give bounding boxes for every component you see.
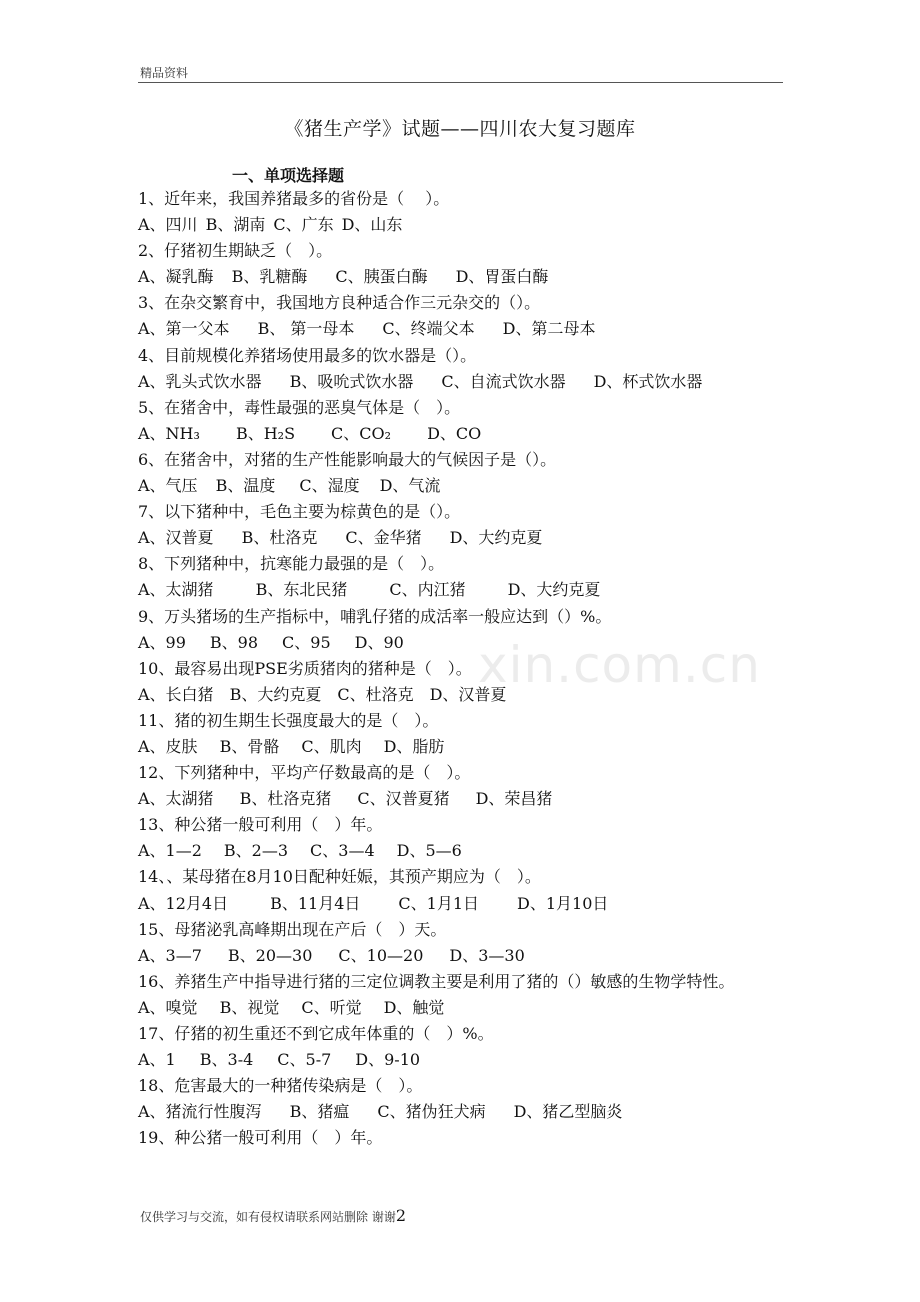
answer-option: D、CO [427,423,482,443]
answer-option: D、9-10 [355,1050,421,1070]
answer-option: A、气压 [138,476,198,496]
answer-options [138,838,788,864]
answer-options [138,1099,788,1125]
answer-option: A、嗅觉 [138,997,198,1017]
answer-option: B、温度 [215,476,276,496]
answer-options [138,995,788,1021]
answer-option: B、20—30 [227,945,313,965]
answer-option: D、第二母本 [502,319,596,339]
answer-option: A、四川 [138,215,198,235]
answer-option: C、5-7 [277,1050,332,1070]
answer-options [138,786,788,812]
answer-option: A、第一父本 [138,319,230,339]
answer-options [138,943,788,969]
question-text: 12、下列猪种中，平均产仔数最高的是（ ）。 [138,763,471,783]
answer-option: C、汉普夏猪 [357,789,450,809]
answer-options [138,369,788,395]
answer-option: B、东北民猪 [255,580,348,600]
answer-option: A、3—7 [138,945,202,965]
answer-option: C、听觉 [301,997,362,1017]
answer-option: D、脂肪 [383,736,445,756]
answer-option: A、12月4日 [138,893,229,913]
answer-option: B、骨骼 [219,736,280,756]
answer-option: D、90 [354,632,404,652]
answer-option: A、1 [138,1050,176,1070]
header-divider [138,82,783,83]
question-text: 19、种公猪一般可利用（ ）年。 [138,1128,383,1148]
question-text: 3、在杂交繁育中，我国地方良种适合作三元杂交的（）。 [138,293,541,313]
answer-option: B、2—3 [223,841,289,861]
answer-option: D、大约克夏 [507,580,601,600]
answer-option: B、湖南 [205,215,266,235]
answer-option: D、胃蛋白酶 [455,267,549,287]
answer-option: C、杜洛克 [337,684,414,704]
answer-option: B、杜洛克猪 [239,789,332,809]
answer-option: A、凝乳酶 [138,267,214,287]
answer-option: D、1月10日 [517,893,609,913]
answer-option: B、11月4日 [270,893,361,913]
question-text: 8、下列猪种中，抗寒能力最强的是（ ）。 [138,554,445,574]
answer-option: D、山东 [341,215,403,235]
question-text: 7、以下猪种中，毛色主要为棕黄色的是（）。 [138,502,461,522]
answer-option: C、金华猪 [345,528,422,548]
answer-option: D、杯式饮水器 [593,371,703,391]
answer-option: C、肌肉 [301,736,362,756]
question-text: 13、种公猪一般可利用（ ）年。 [138,815,383,835]
answer-option: A、皮肤 [138,736,198,756]
answer-options [138,1047,788,1073]
answer-option: C、湿度 [299,476,360,496]
question-text: 9、万头猪场的生产指标中，哺乳仔猪的成活率一般应达到（）%。 [138,606,612,626]
answer-option: C、1月1日 [398,893,480,913]
question-text: 10、最容易出现PSE劣质猪肉的猪种是（ ）。 [138,658,472,678]
answer-option: B、吸吮式饮水器 [289,371,414,391]
answer-option: B、98 [209,632,259,652]
document-title: 《猪生产学》试题——四川农大复习题库 [284,118,636,140]
answer-options [138,473,788,499]
answer-option: A、乳头式饮水器 [138,371,262,391]
answer-option: A、猪流行性腹泻 [138,1102,262,1122]
answer-option: C、终端父本 [382,319,475,339]
answer-options [138,734,788,760]
page-number: 2 [395,1206,407,1225]
answer-option: D、荣昌猪 [475,789,553,809]
answer-option: D、猪乙型脑炎 [513,1102,623,1122]
question-list [138,186,788,1151]
header-label: 精品资料 [140,66,189,80]
answer-option: A、长白猪 [138,684,214,704]
answer-option: C、3—4 [310,841,375,861]
answer-option: A、太湖猪 [138,580,214,600]
question-text: 15、母猪泌乳高峰期出现在产后（ ）天。 [138,919,447,939]
section-heading: 一、单项选择题 [232,166,345,185]
answer-option: C、内江猪 [389,580,466,600]
answer-option: D、大约克夏 [449,528,543,548]
answer-options [138,682,788,708]
answer-option: A、99 [138,632,186,652]
answer-option: D、5—6 [396,841,462,861]
answer-options [138,264,788,290]
answer-option: C、10—20 [338,945,424,965]
question-text: 4、目前规模化养猪场使用最多的饮水器是（）。 [138,345,477,365]
answer-option: D、气流 [379,476,441,496]
question-text: 17、仔猪的初生重还不到它成年体重的（ ）%。 [138,1024,494,1043]
answer-option: C、胰蛋白酶 [335,267,428,287]
question-text: 14、、某母猪在8月10日配种妊娠，其预产期应为（ ）。 [138,867,541,887]
answer-options [138,421,788,447]
question-text: 11、猪的初生期生长强度最大的是（ ）。 [138,710,439,730]
answer-option: B、猪瘟 [289,1102,350,1122]
answer-options [138,630,788,656]
question-text: 2、仔猪初生期缺乏（ ）。 [138,241,333,261]
answer-option: C、自流式饮水器 [441,371,566,391]
answer-option: A、1—2 [138,841,202,861]
answer-option: B、3-4 [199,1050,254,1070]
answer-option: D、触觉 [383,997,445,1017]
footer [140,1206,406,1225]
answer-option: C、广东 [273,215,334,235]
answer-option: A、NH₃ [138,423,200,443]
answer-options [138,316,788,342]
watermark: xin.com.cn [478,636,761,694]
answer-option: D、3—30 [449,945,525,965]
question-text: 5、在猪舍中，毒性最强的恶臭气体是（ ）。 [138,397,461,417]
answer-option: B、H₂S [235,423,296,443]
footer-text: 仅供学习与交流，如有侵权请联系网站删除 谢谢 [140,1210,396,1224]
answer-option: B、视觉 [219,997,280,1017]
answer-option: B、乳糖酶 [231,267,308,287]
answer-option: B、杜洛克 [241,528,318,548]
answer-options [138,212,788,238]
answer-option: A、太湖猪 [138,789,214,809]
answer-option: B、大约克夏 [229,684,322,704]
question-text: 6、在猪舍中，对猪的生产性能影响最大的气候因子是（）。 [138,449,557,469]
answer-option: A、汉普夏 [138,528,214,548]
answer-options [138,525,788,551]
answer-option: C、猪伪狂犬病 [377,1102,486,1122]
answer-options [138,891,788,917]
answer-option: D、汉普夏 [429,684,507,704]
answer-options [138,577,788,603]
answer-option: C、95 [282,632,331,652]
answer-option: B、 第一母本 [257,319,355,339]
question-text: 18、危害最大的一种猪传染病是（ ）。 [138,1076,423,1096]
question-text: 16、养猪生产中指导进行猪的三定位调教主要是利用了猪的（）敏感的生物学特性。 [138,971,735,991]
question-text: 1、近年来，我国养猪最多的省份是（ ）。 [138,189,450,208]
answer-option: C、CO₂ [331,423,392,443]
